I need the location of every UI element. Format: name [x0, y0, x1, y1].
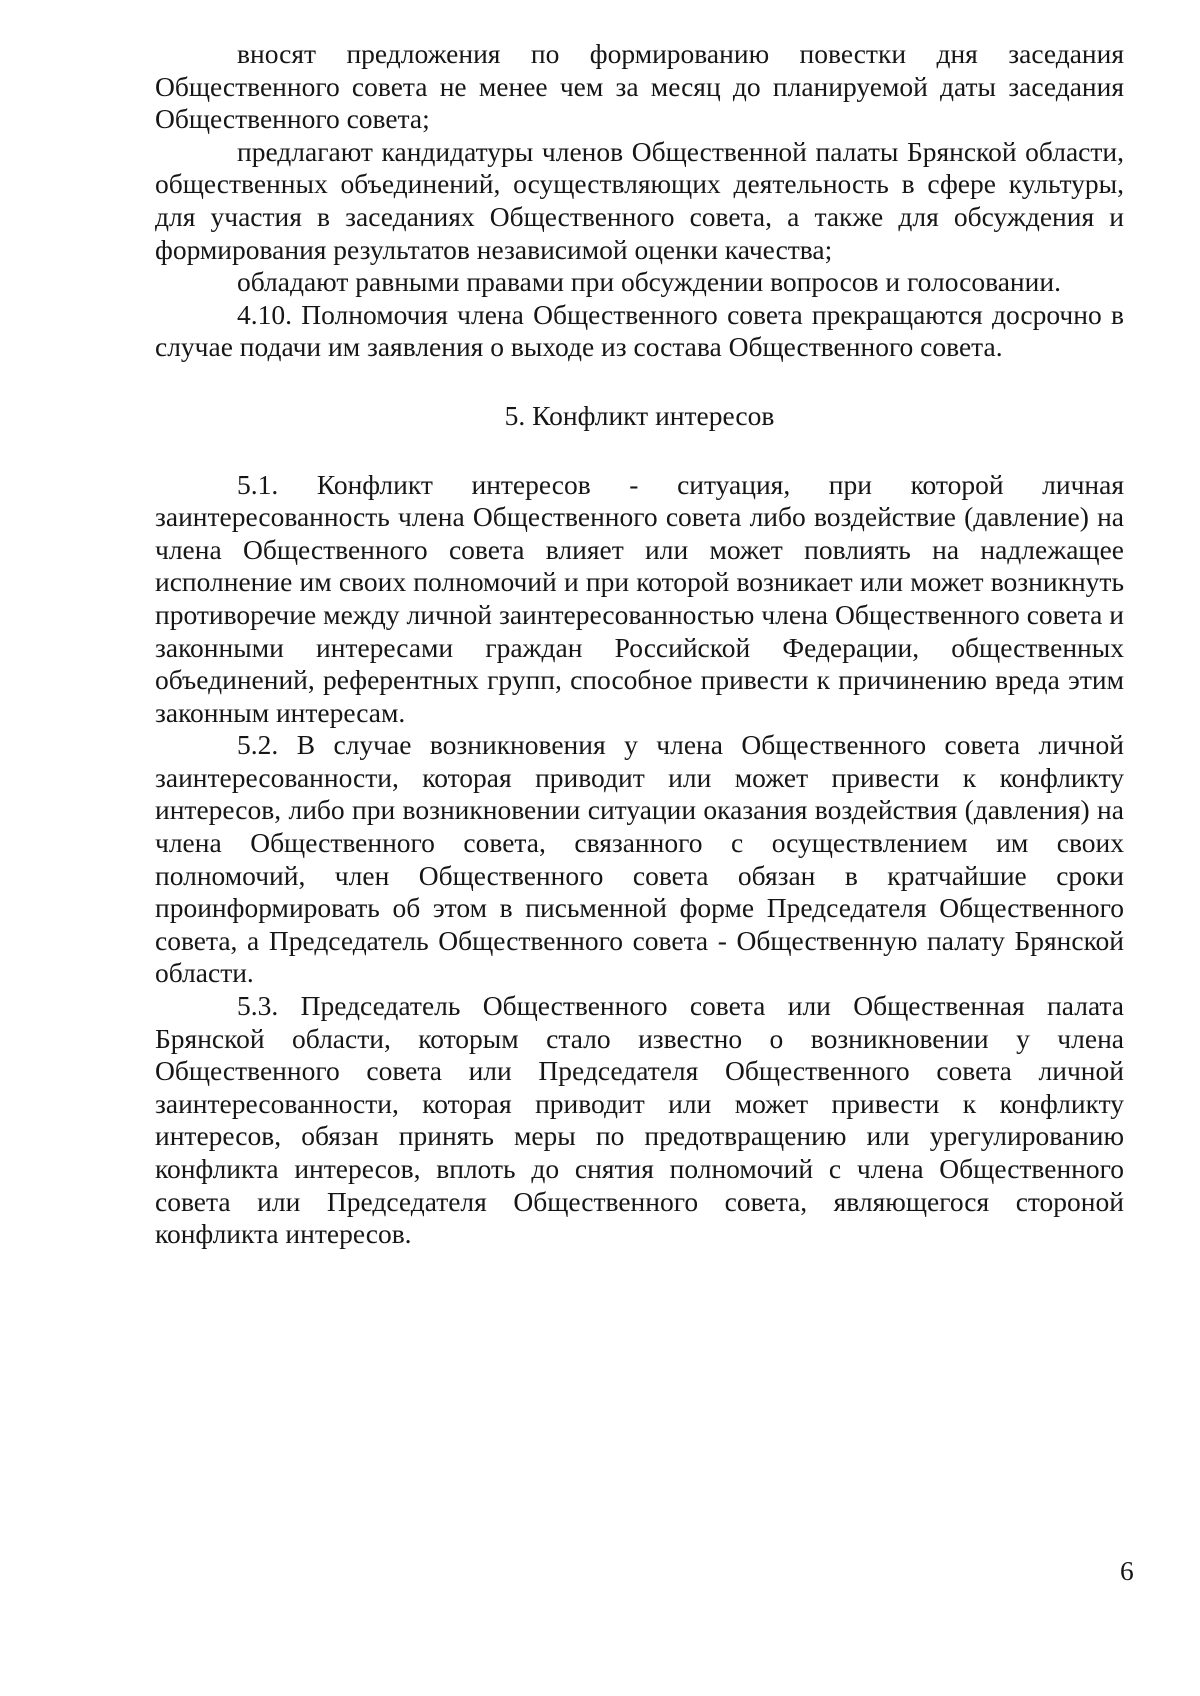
- paragraph-5-1: 5.1. Конфликт интересов - ситуация, при которой личная заинтересованность члена Общественного совета либо воздействие (давление) на члена Общественного совета влияет или может повлиять на надлежащее исполнение им своих полномочий и при которой возникает или может возникнуть противоречие между личной заинтересованностью члена Общественного совета и законными интересами граждан Российской Федерации, общественных объединений, референтных групп, способное привести к причинению вреда этим законным интересам.: [155, 468, 1124, 728]
- page-number: 6: [1120, 1555, 1134, 1586]
- paragraph-candidates: предлагают кандидатуры членов Общественной палаты Брянской области, общественных объединений, осуществляющих деятельность в сфере культуры, для участия в заседаниях Общественного совета, а также для обсуждения и формирования результатов независимой оценки качества;: [155, 135, 1124, 265]
- paragraph-proposals: вносят предложения по формированию повестки дня заседания Общественного совета не менее чем за месяц до планируемой даты заседания Общественного совета;: [155, 38, 1124, 135]
- paragraph-5-2: 5.2. В случае возникновения у члена Общественного совета личной заинтересованности, которая приводит или может привести к конфликту интересов, либо при возникновении ситуации оказания воздействия (давления) на члена Общественного совета, связанного с осуществлением им своих полномочий, член Общественного совета обязан в кратчайшие сроки проинформировать об этом в письменной форме Председателя Общественного совета, а Председатель Общественного совета - Общественную палату Брянской области.: [155, 729, 1124, 989]
- paragraph-equal-rights: обладают равными правами при обсуждении вопросов и голосовании.: [237, 266, 1061, 298]
- section-title: 5. Конфликт интересов: [504, 399, 775, 431]
- paragraph-4-10: 4.10. Полномочия члена Общественного совета прекращаются досрочно в случае подачи им заявления о выходе из состава Общественного совета.: [155, 298, 1124, 363]
- paragraph-5-3: 5.3. Председатель Общественного совета или Общественная палата Брянской области, которым стало известно о возникновении у члена Общественного совета или Председателя Общественного совета личной заинтересованности, которая приводит или может привести к конфликту интересов, обязан принять меры по предотвращению или урегулированию конфликта интересов, вплоть до снятия полномочий с члена Общественного совета или Председателя Общественного совета, являющегося стороной конфликта интересов.: [155, 990, 1124, 1250]
- page-body: [155, 38, 1124, 1251]
